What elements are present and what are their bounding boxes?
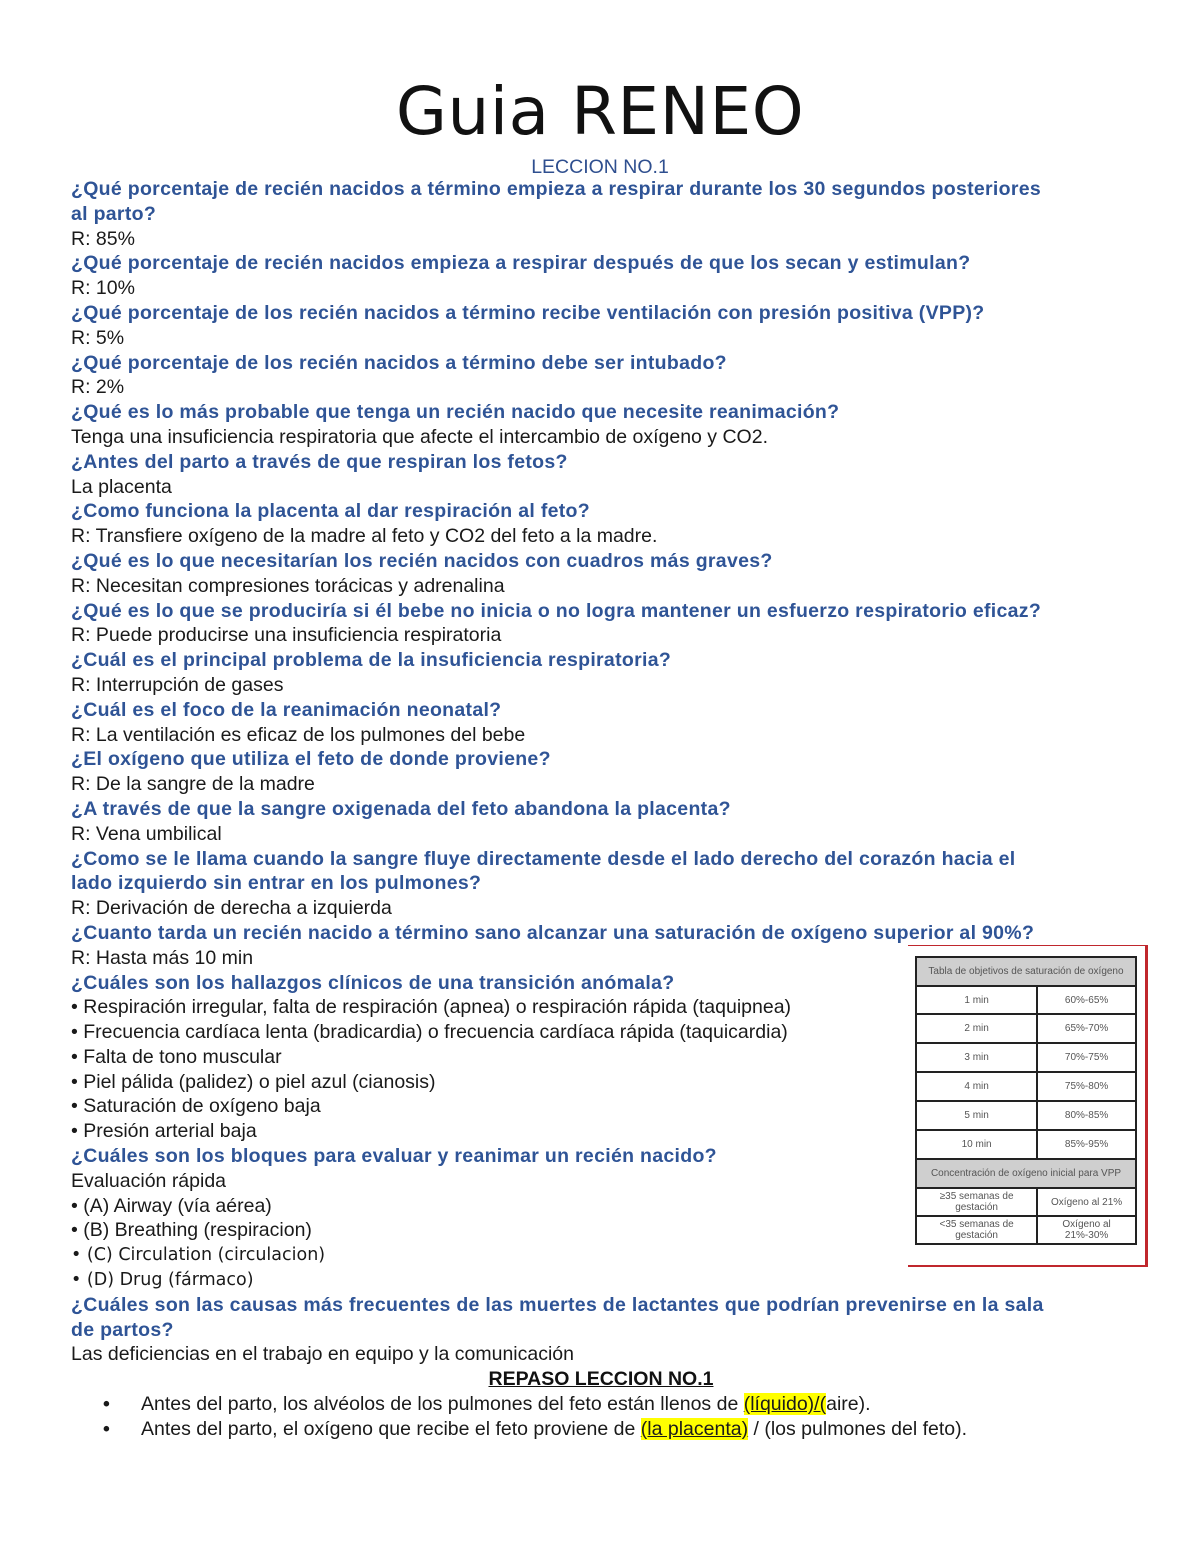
table-cell: 80%-85% [1037, 1101, 1136, 1130]
question: ¿Qué porcentaje de recién nacidos empieza a respirar después de que los secan y estimulan? [71, 252, 971, 275]
table-cell: 75%-80% [1037, 1072, 1136, 1101]
answer: R: Hasta más 10 min [71, 946, 254, 969]
answer: La placenta [71, 475, 172, 498]
answer: Evaluación rápida [71, 1169, 227, 1192]
question: ¿Como se le llama cuando la sangre fluye directamente desde el lado derecho del corazón hacia el [71, 847, 1016, 870]
answer: R: 10% [71, 277, 135, 300]
question: ¿Qué es lo que necesitarían los recién nacidos con cuadros más graves? [71, 549, 773, 572]
highlighted-answer: (la placenta) [640, 1417, 749, 1440]
table-cell: 70%-75% [1037, 1043, 1136, 1072]
table-cell: <35 semanas de gestación [916, 1216, 1037, 1244]
question: ¿A través de que la sangre oxigenada del feto abandona la placenta? [71, 797, 731, 820]
list-item: • Saturación de oxígeno baja [71, 1095, 321, 1118]
question-continued: de partos? [71, 1318, 174, 1341]
answer: R: Vena umbilical [71, 822, 222, 845]
lesson-heading: LECCION NO.1 [531, 156, 669, 178]
answer: R: 85% [71, 227, 135, 250]
list-item: • (C) Circulation (circulacion) [71, 1245, 326, 1266]
list-item: • (B) Breathing (respiracion) [71, 1219, 312, 1242]
question: ¿Antes del parto a través de que respiran los fetos? [71, 450, 568, 473]
question: ¿Cuáles son las causas más frecuentes de las muertes de lactantes que podrían prevenirse en la sala [71, 1293, 1044, 1316]
table-header: Concentración de oxígeno inicial para VPP [916, 1159, 1136, 1188]
question: ¿Qué porcentaje de los recién nacidos a término debe ser intubado? [71, 351, 727, 374]
review-text: aire). [826, 1393, 871, 1416]
answer: Las deficiencias en el trabajo en equipo y la comunicación [71, 1343, 574, 1366]
question: ¿Cuanto tarda un recién nacido a término sano alcanzar una saturación de oxígeno superior al 90%? [71, 921, 1035, 944]
table-header: Tabla de objetivos de saturación de oxígeno [916, 957, 1136, 986]
list-item: • Falta de tono muscular [71, 1045, 282, 1068]
question: ¿Qué es lo que se produciría si él bebe no inicia o no logra mantener un esfuerzo respiratorio eficaz? [71, 599, 1042, 622]
answer: Tenga una insuficiencia respiratoria que afecte el intercambio de oxígeno y CO2. [71, 425, 768, 448]
list-item: • Presión arterial baja [71, 1120, 257, 1143]
table-cell: 60%-65% [1037, 986, 1136, 1014]
question: ¿Cuál es el foco de la reanimación neonatal? [71, 698, 502, 721]
oxygen-saturation-table-image [908, 945, 1148, 1267]
answer: R: 2% [71, 376, 125, 399]
list-item: • (A) Airway (vía aérea) [71, 1194, 272, 1217]
table-cell: Oxígeno al 21%-30% [1037, 1216, 1136, 1244]
answer: R: De la sangre de la madre [71, 773, 315, 796]
answer: R: Necesitan compresiones torácicas y adrenalina [71, 574, 505, 597]
answer: R: Puede producirse una insuficiencia respiratoria [71, 624, 502, 647]
review-bullet-2 [71, 1417, 1131, 1442]
table-cell: ≥35 semanas de gestación [916, 1188, 1037, 1216]
table-cell: 3 min [916, 1043, 1037, 1072]
list-item: • (D) Drug (fármaco) [71, 1270, 254, 1291]
answer: R: La ventilación es eficaz de los pulmones del bebe [71, 723, 526, 746]
question: ¿El oxígeno que utiliza el feto de donde proviene? [71, 748, 551, 771]
table-cell: 85%-95% [1037, 1130, 1136, 1159]
table-cell: 2 min [916, 1014, 1037, 1043]
oxygen-saturation-table [915, 956, 1137, 1245]
review-text: Antes del parto, el oxígeno que recibe el feto proviene de [141, 1417, 641, 1440]
review-text: / (los pulmones del feto). [748, 1417, 968, 1440]
answer: R: Derivación de derecha a izquierda [71, 897, 392, 920]
bullet-icon: • [103, 1417, 110, 1440]
review-text: Antes del parto, los alvéolos de los pulmones del feto están llenos de [141, 1393, 744, 1416]
question: ¿Cuáles son los bloques para evaluar y reanimar un recién nacido? [71, 1145, 717, 1168]
review-bullet-1 [71, 1392, 1131, 1417]
answer: R: Interrupción de gases [71, 673, 284, 696]
question: ¿Cuáles son los hallazgos clínicos de una transición anómala? [71, 971, 675, 994]
highlighted-answer: (líquido)/( [743, 1393, 827, 1416]
question: ¿Qué es lo más probable que tenga un recién nacido que necesite reanimación? [71, 401, 840, 424]
review-heading: REPASO LECCION NO.1 [488, 1368, 714, 1391]
question: ¿Qué porcentaje de los recién nacidos a término recibe ventilación con presión positiva (VPP)? [71, 301, 985, 324]
question: ¿Qué porcentaje de recién nacidos a término empieza a respirar durante los 30 segundos posteriores [71, 178, 1042, 200]
table-cell: Oxígeno al 21% [1037, 1188, 1136, 1216]
document-title: Guia RENEO [395, 73, 805, 150]
table-cell: 65%-70% [1037, 1014, 1136, 1043]
list-item: • Frecuencia cardíaca lenta (bradicardia) o frecuencia cardíaca rápida (taquicardia) [71, 1021, 788, 1044]
table-cell: 1 min [916, 986, 1037, 1014]
table-cell: 10 min [916, 1130, 1037, 1159]
table-cell: 4 min [916, 1072, 1037, 1101]
question: ¿Cuál es el principal problema de la insuficiencia respiratoria? [71, 649, 672, 672]
list-item: • Piel pálida (palidez) o piel azul (cianosis) [71, 1070, 436, 1093]
table-cell: 5 min [916, 1101, 1037, 1130]
bullet-icon: • [103, 1393, 110, 1416]
question: ¿Como funciona la placenta al dar respiración al feto? [71, 500, 590, 523]
list-item: • Respiración irregular, falta de respiración (apnea) o respiración rápida (taquipnea) [71, 996, 792, 1019]
answer: R: Transfiere oxígeno de la madre al feto y CO2 del feto a la madre. [71, 525, 658, 548]
answer: R: 5% [71, 326, 125, 349]
question-continued: al parto? [71, 202, 157, 225]
question-continued: lado izquierdo sin entrar en los pulmones? [71, 872, 482, 895]
